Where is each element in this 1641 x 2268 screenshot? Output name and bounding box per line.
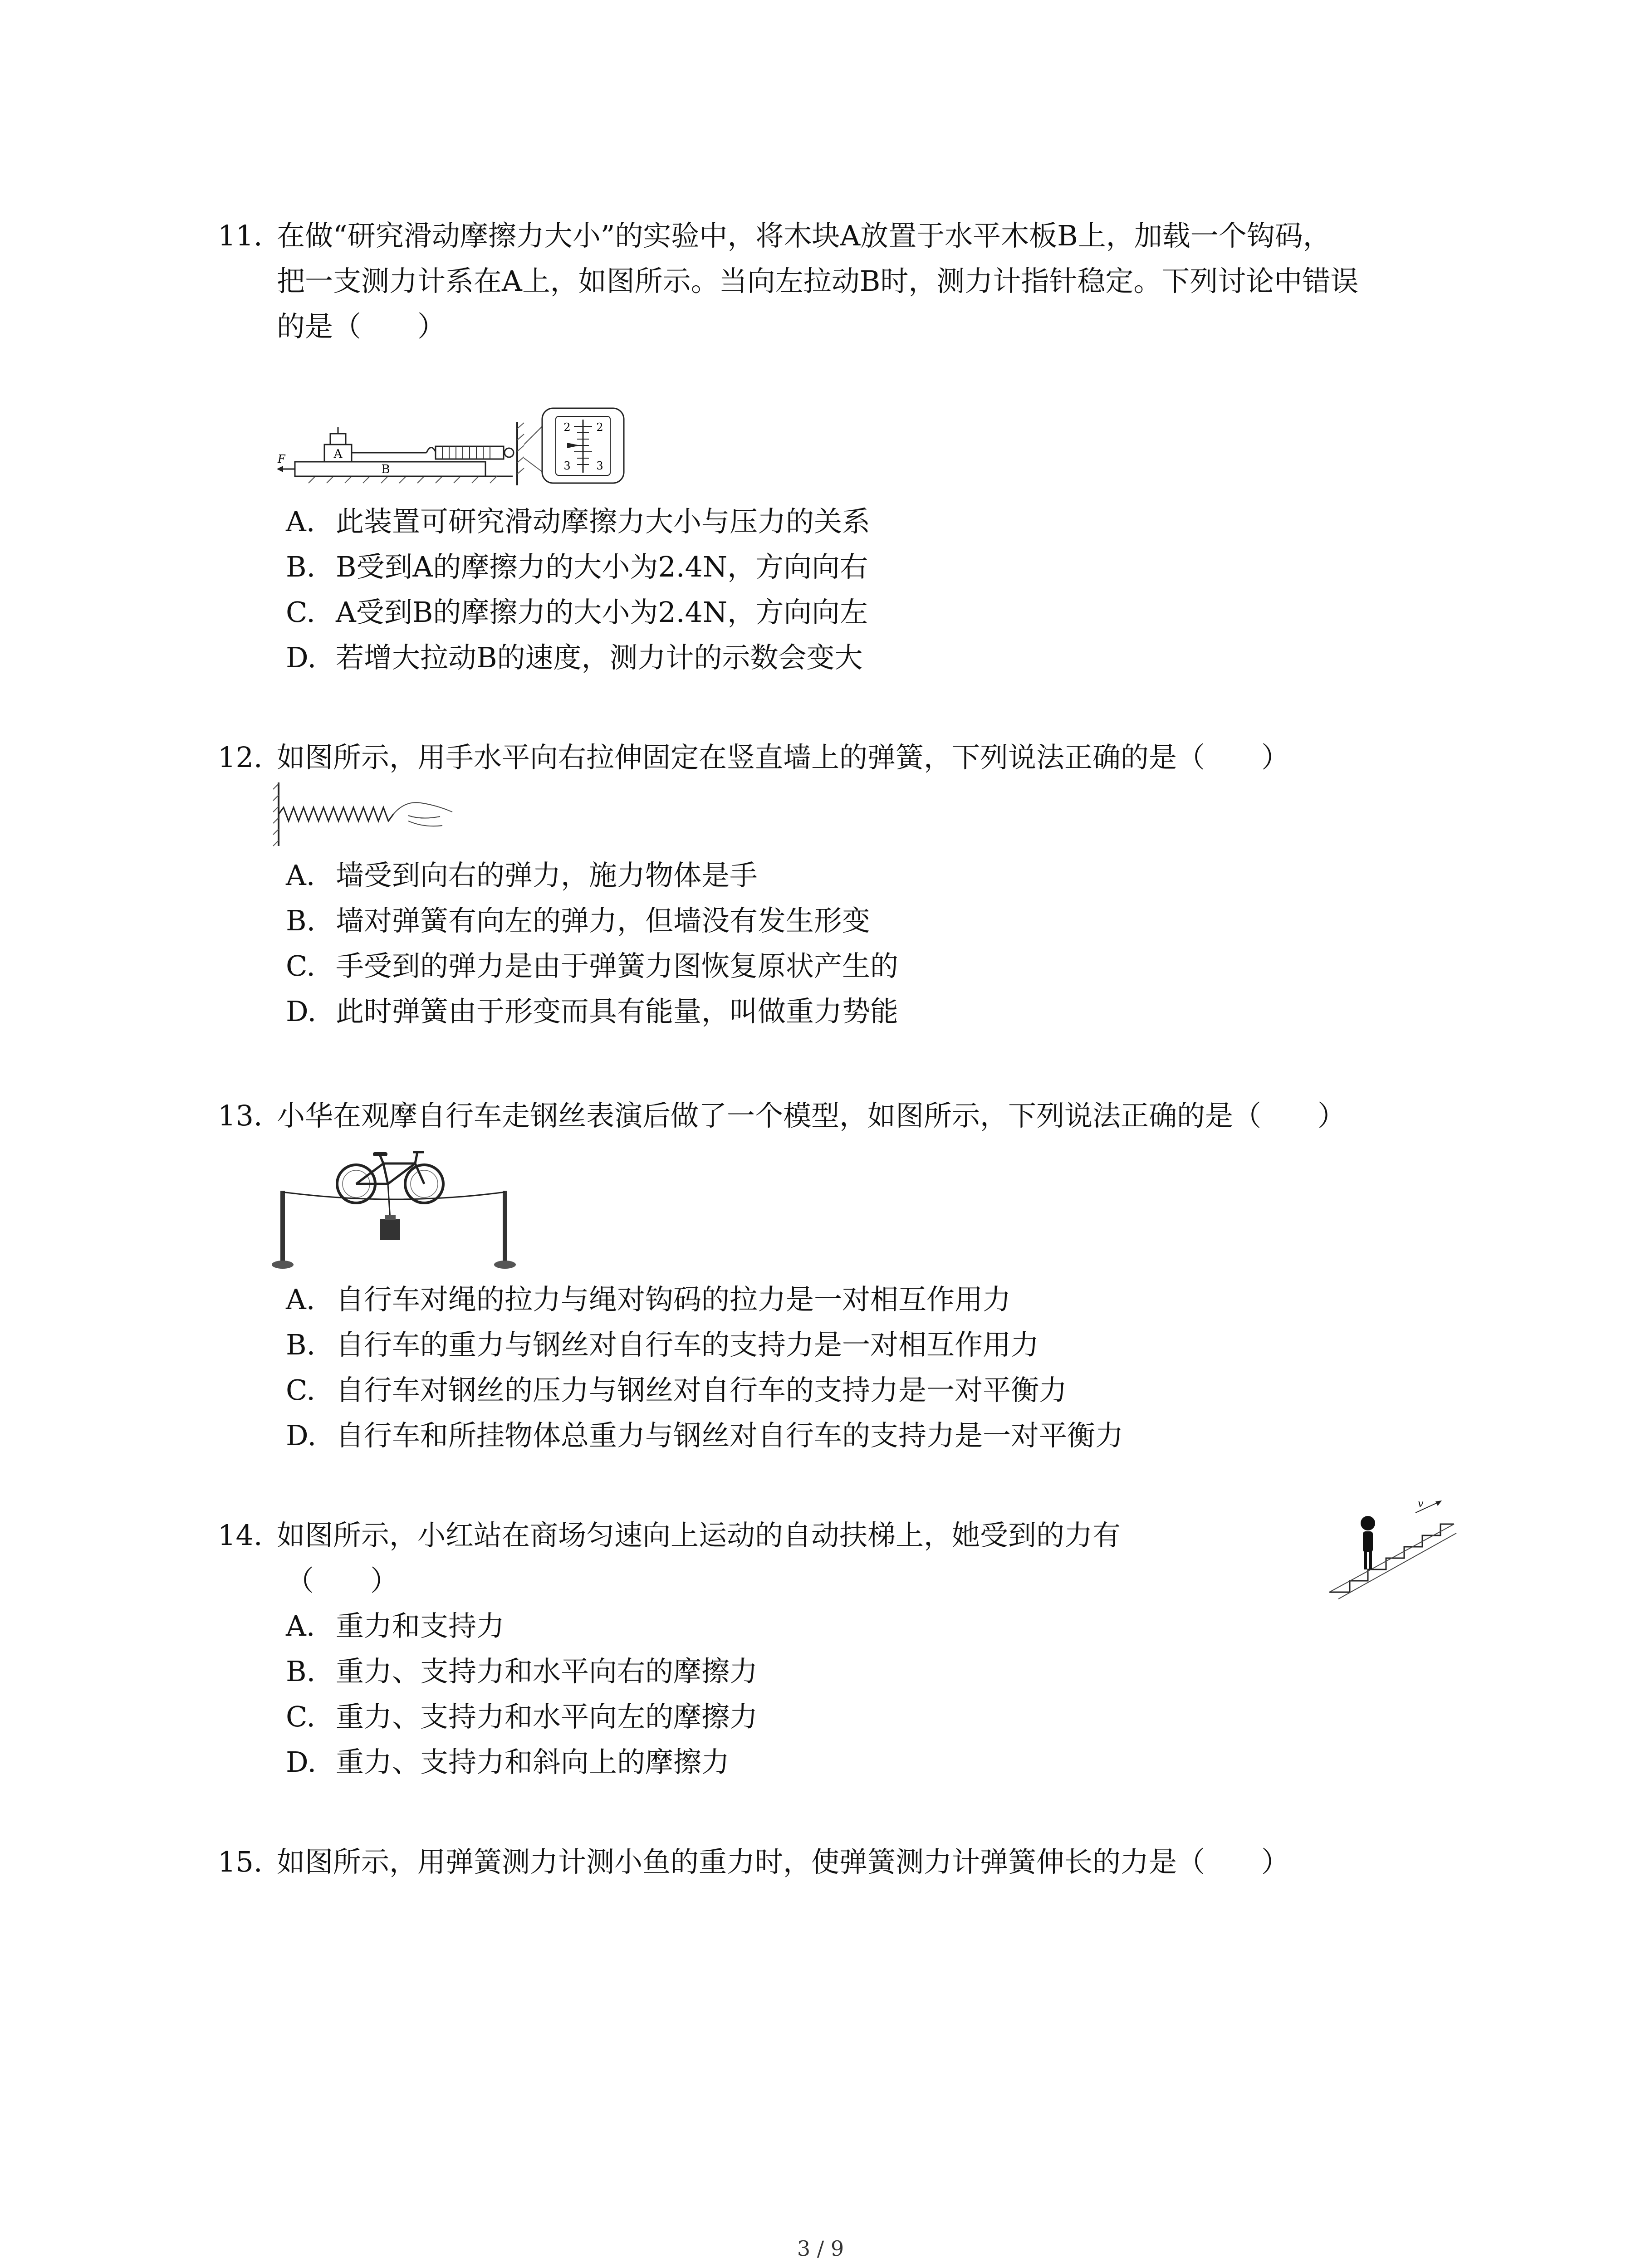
q14-option-a-text: 重力和支持力 [336, 1609, 505, 1642]
q15-number: 15. [218, 1845, 263, 1878]
q15-stem-line-1: 如图所示，用弹簧测力计测小鱼的重力时，使弹簧测力计弹簧伸长的力是（ ） [277, 1845, 1290, 1878]
q12-option-d-letter: D. [286, 995, 317, 1028]
q12-option-d [286, 989, 898, 1034]
q12-option-c-text: 手受到的弹力是由于弹簧力图恢复原状产生的 [336, 949, 899, 982]
q13-bicycle-wire-figure [272, 1139, 526, 1270]
q14-option-b [286, 1649, 758, 1694]
q11-number: 11. [218, 219, 263, 252]
q12-option-b-text: 墙对弹簧有向左的弹力，但墙没有发生形变 [336, 904, 871, 937]
q14-number: 14. [218, 1519, 263, 1552]
q12-option-b-letter: B. [286, 904, 316, 937]
q14-option-c [286, 1694, 758, 1740]
q13-number: 13. [218, 1099, 263, 1132]
q13-option-b-text: 自行车的重力与钢丝对自行车的支持力是一对相互作用力 [336, 1328, 1039, 1361]
q11-stem-line-2: 把一支测力计系在A上，如图所示。当向左拉动B时，测力计指针稳定。下列讨论中错误 [277, 264, 1359, 298]
q12-option-d-text: 此时弹簧由于形变而具有能量，叫做重力势能 [336, 995, 899, 1028]
q12-number: 12. [218, 741, 263, 774]
page-number: 3 / 9 [797, 2236, 844, 2261]
q11-option-a [286, 499, 870, 544]
q13-option-d-text: 自行车和所挂物体总重力与钢丝对自行车的支持力是一对平衡力 [336, 1419, 1124, 1452]
q12-option-c-letter: C. [286, 949, 315, 982]
q14-stem-line-1: 如图所示，小红站在商场匀速向上运动的自动扶梯上，她受到的力有 [277, 1519, 1121, 1552]
q11-option-b-letter: B. [286, 550, 316, 583]
q12-option-a-text: 墙受到向右的弹力，施力物体是手 [336, 859, 758, 892]
q14-option-b-letter: B. [286, 1655, 316, 1688]
q13-option-c-text: 自行车对钢丝的压力与钢丝对自行车的支持力是一对平衡力 [336, 1374, 1068, 1407]
q14-option-d-text: 重力、支持力和斜向上的摩擦力 [336, 1745, 730, 1779]
q13-option-c [286, 1368, 1067, 1413]
q14-option-d [286, 1740, 730, 1785]
q11-label-b: B [381, 463, 390, 476]
q14-option-a-letter: A. [286, 1609, 315, 1642]
q11-label-a: A [333, 447, 343, 461]
q11-scale-label-3b: 3 [596, 459, 603, 472]
q13-option-c-letter: C. [286, 1374, 315, 1407]
q14-option-d-letter: D. [286, 1745, 317, 1779]
q12-option-c [286, 943, 898, 989]
q11-option-a-letter: A. [286, 505, 315, 538]
q14-option-c-text: 重力、支持力和水平向左的摩擦力 [336, 1700, 758, 1733]
q14-escalator-figure [1325, 1497, 1461, 1601]
q11-option-b-text: B受到A的摩擦力的大小为2.4N，方向向右 [336, 550, 868, 583]
q14-stem-line-2: （ ） [286, 1564, 399, 1597]
q13-option-b [286, 1322, 1039, 1368]
q11-option-c-text: A受到B的摩擦力的大小为2.4N，方向向左 [336, 596, 868, 629]
q12-option-a [286, 853, 758, 898]
q11-option-a-text: 此装置可研究滑动摩擦力大小与压力的关系 [336, 505, 871, 538]
q13-stem-line-1: 小华在观摩自行车走钢丝表演后做了一个模型，如图所示，下列说法正确的是（ ） [277, 1099, 1346, 1132]
q11-scale-label-3: 3 [563, 459, 571, 472]
q13-option-a-text: 自行车对绳的拉力与绳对钩码的拉力是一对相互作用力 [336, 1283, 1011, 1316]
q11-label-f: F [278, 453, 285, 465]
q12-stem-line-1: 如图所示，用手水平向右拉伸固定在竖直墙上的弹簧，下列说法正确的是（ ） [277, 741, 1290, 774]
q13-option-b-letter: B. [286, 1328, 316, 1361]
q11-friction-apparatus-figure [277, 395, 640, 499]
q11-option-b [286, 544, 868, 590]
q11-scale-label-2b: 2 [596, 421, 603, 434]
q11-option-d-letter: D. [286, 641, 317, 674]
q13-option-a-letter: A. [286, 1283, 315, 1316]
q11-option-c-letter: C. [286, 596, 315, 629]
q11-option-d [286, 635, 863, 680]
q12-option-b [286, 898, 870, 943]
q11-stem-line-1: 在做“研究滑动摩擦力大小”的实验中，将木块A放置于水平木板B上，加载一个钩码， [277, 219, 1331, 252]
q12-option-a-letter: A. [286, 859, 315, 892]
q14-option-b-text: 重力、支持力和水平向右的摩擦力 [336, 1655, 758, 1688]
q13-option-d [286, 1413, 1123, 1458]
q11-scale-label-2: 2 [563, 421, 571, 434]
q11-option-d-text: 若增大拉动B的速度，测力计的示数会变大 [336, 641, 863, 674]
q14-option-a [286, 1603, 505, 1649]
q14-label-v: v [1418, 1498, 1424, 1510]
q13-option-a [286, 1277, 1011, 1322]
q11-option-c [286, 590, 868, 635]
q11-stem-line-3: 的是（ ） [277, 310, 446, 343]
q13-option-d-letter: D. [286, 1419, 317, 1452]
q12-spring-hand-figure [272, 780, 463, 848]
q14-option-c-letter: C. [286, 1700, 315, 1733]
